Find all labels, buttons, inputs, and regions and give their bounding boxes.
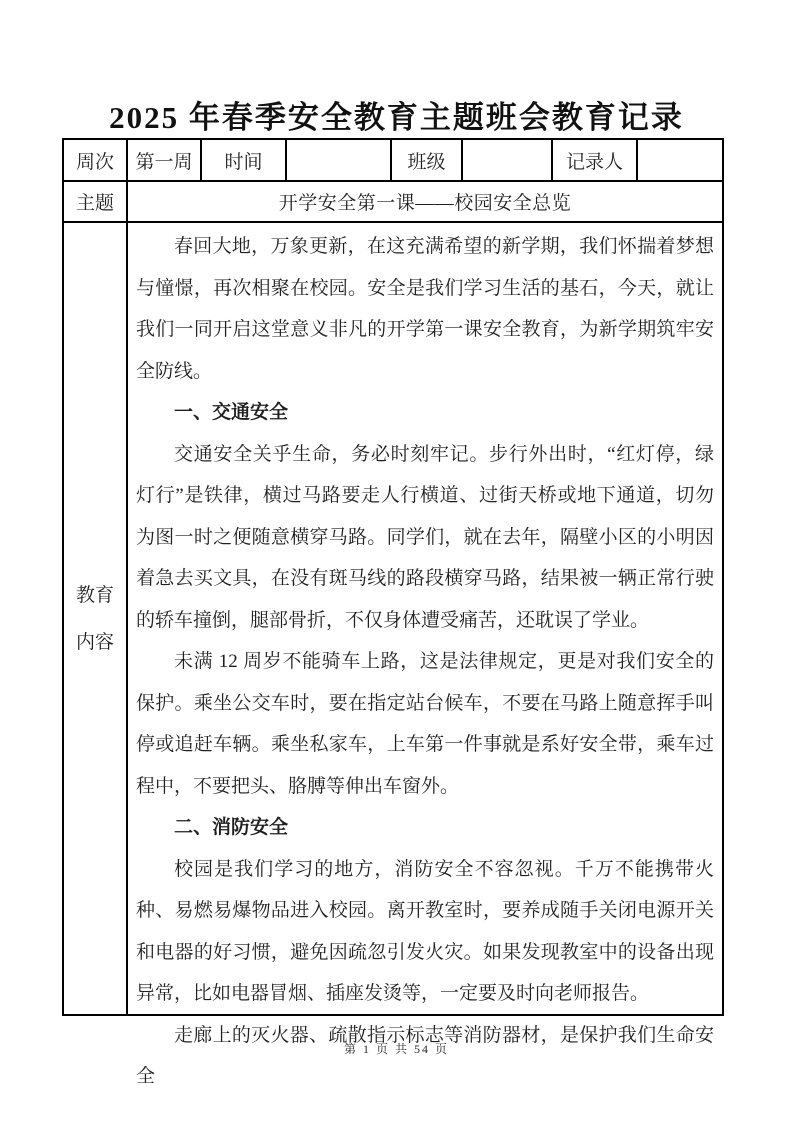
topic-label-cell: 主题 [63,181,127,222]
meta-row [63,139,723,181]
topic-row [63,181,723,222]
paragraph-traffic-1: 交通安全关乎生命，务必时刻牢记。步行外出时，“红灯停，绿灯行”是铁律，横过马路要走人行横道、过街天桥或地下通道，切勿为图一时之便随意横穿马路。同学们，就在去年，隔壁小区的小明因着急去买文具，在没有斑马线的路段横穿马路，结果被一辆正常行驶的轿车撞倒，腿部骨折，不仅身体遭受痛苦，还耽误了学业。 [136,443,714,631]
topic-value-cell: 开学安全第一课——校园安全总览 [127,181,723,222]
class-label-cell: 班级 [391,139,462,181]
recorder-label-cell: 记录人 [552,139,637,181]
paragraph-opening: 春回大地，万象更新，在这充满希望的新学期，我们怀揣着梦想与憧憬，再次相聚在校园。安全是我们学习生活的基石，今天，就让我们一同开启这堂意义非凡的开学第一课安全教育，为新学期筑牢安全防线。 [136,236,714,382]
content-label-line-2: 内容 [75,631,114,653]
page-footer: 第 1 页 共 54 页 [343,1042,449,1056]
heading-fire-safety: 二、消防安全 [174,817,289,838]
content-row [63,222,723,1015]
paragraph-fire-1: 校园是我们学习的地方，消防安全不容忽视。千万不能携带火种、易燃易爆物品进入校园。离开教室时，要养成随手关闭电源开关和电器的好习惯，避免因疏忽引发火灾。如果发现教室中的设备出现异常，比如电器冒烟、插座发烫等，一定要及时向老师报告。 [136,858,714,1004]
week-value-cell: 第一周 [127,139,201,181]
time-label-cell: 时间 [201,139,286,181]
content-label-cell [63,222,127,1015]
paragraph-traffic-2: 未满 12 周岁不能骑车上路，这是法律规定，更是对我们安全的保护。乘坐公交车时，要在指定站台候车，不要在马路上随意挥手叫停或追赶车辆。乘坐私家车，上车第一件事就是系好安全带，乘车过程中，不要把头、胳膊等伸出车窗外。 [136,651,714,797]
time-value-cell [286,139,391,181]
class-value-cell [462,139,552,181]
heading-traffic-safety: 一、交通安全 [174,402,289,423]
paragraph-fire-2: 走廊上的灭火器、疏散指示标志等消防器材，是保护我们生命安全 [136,1024,714,1087]
recorder-value-cell [637,139,723,181]
week-label-cell: 周次 [63,139,127,181]
content-label-line-1: 教育 [75,584,114,606]
document-title: 2025 年春季安全教育主题班会教育记录 [109,100,684,135]
